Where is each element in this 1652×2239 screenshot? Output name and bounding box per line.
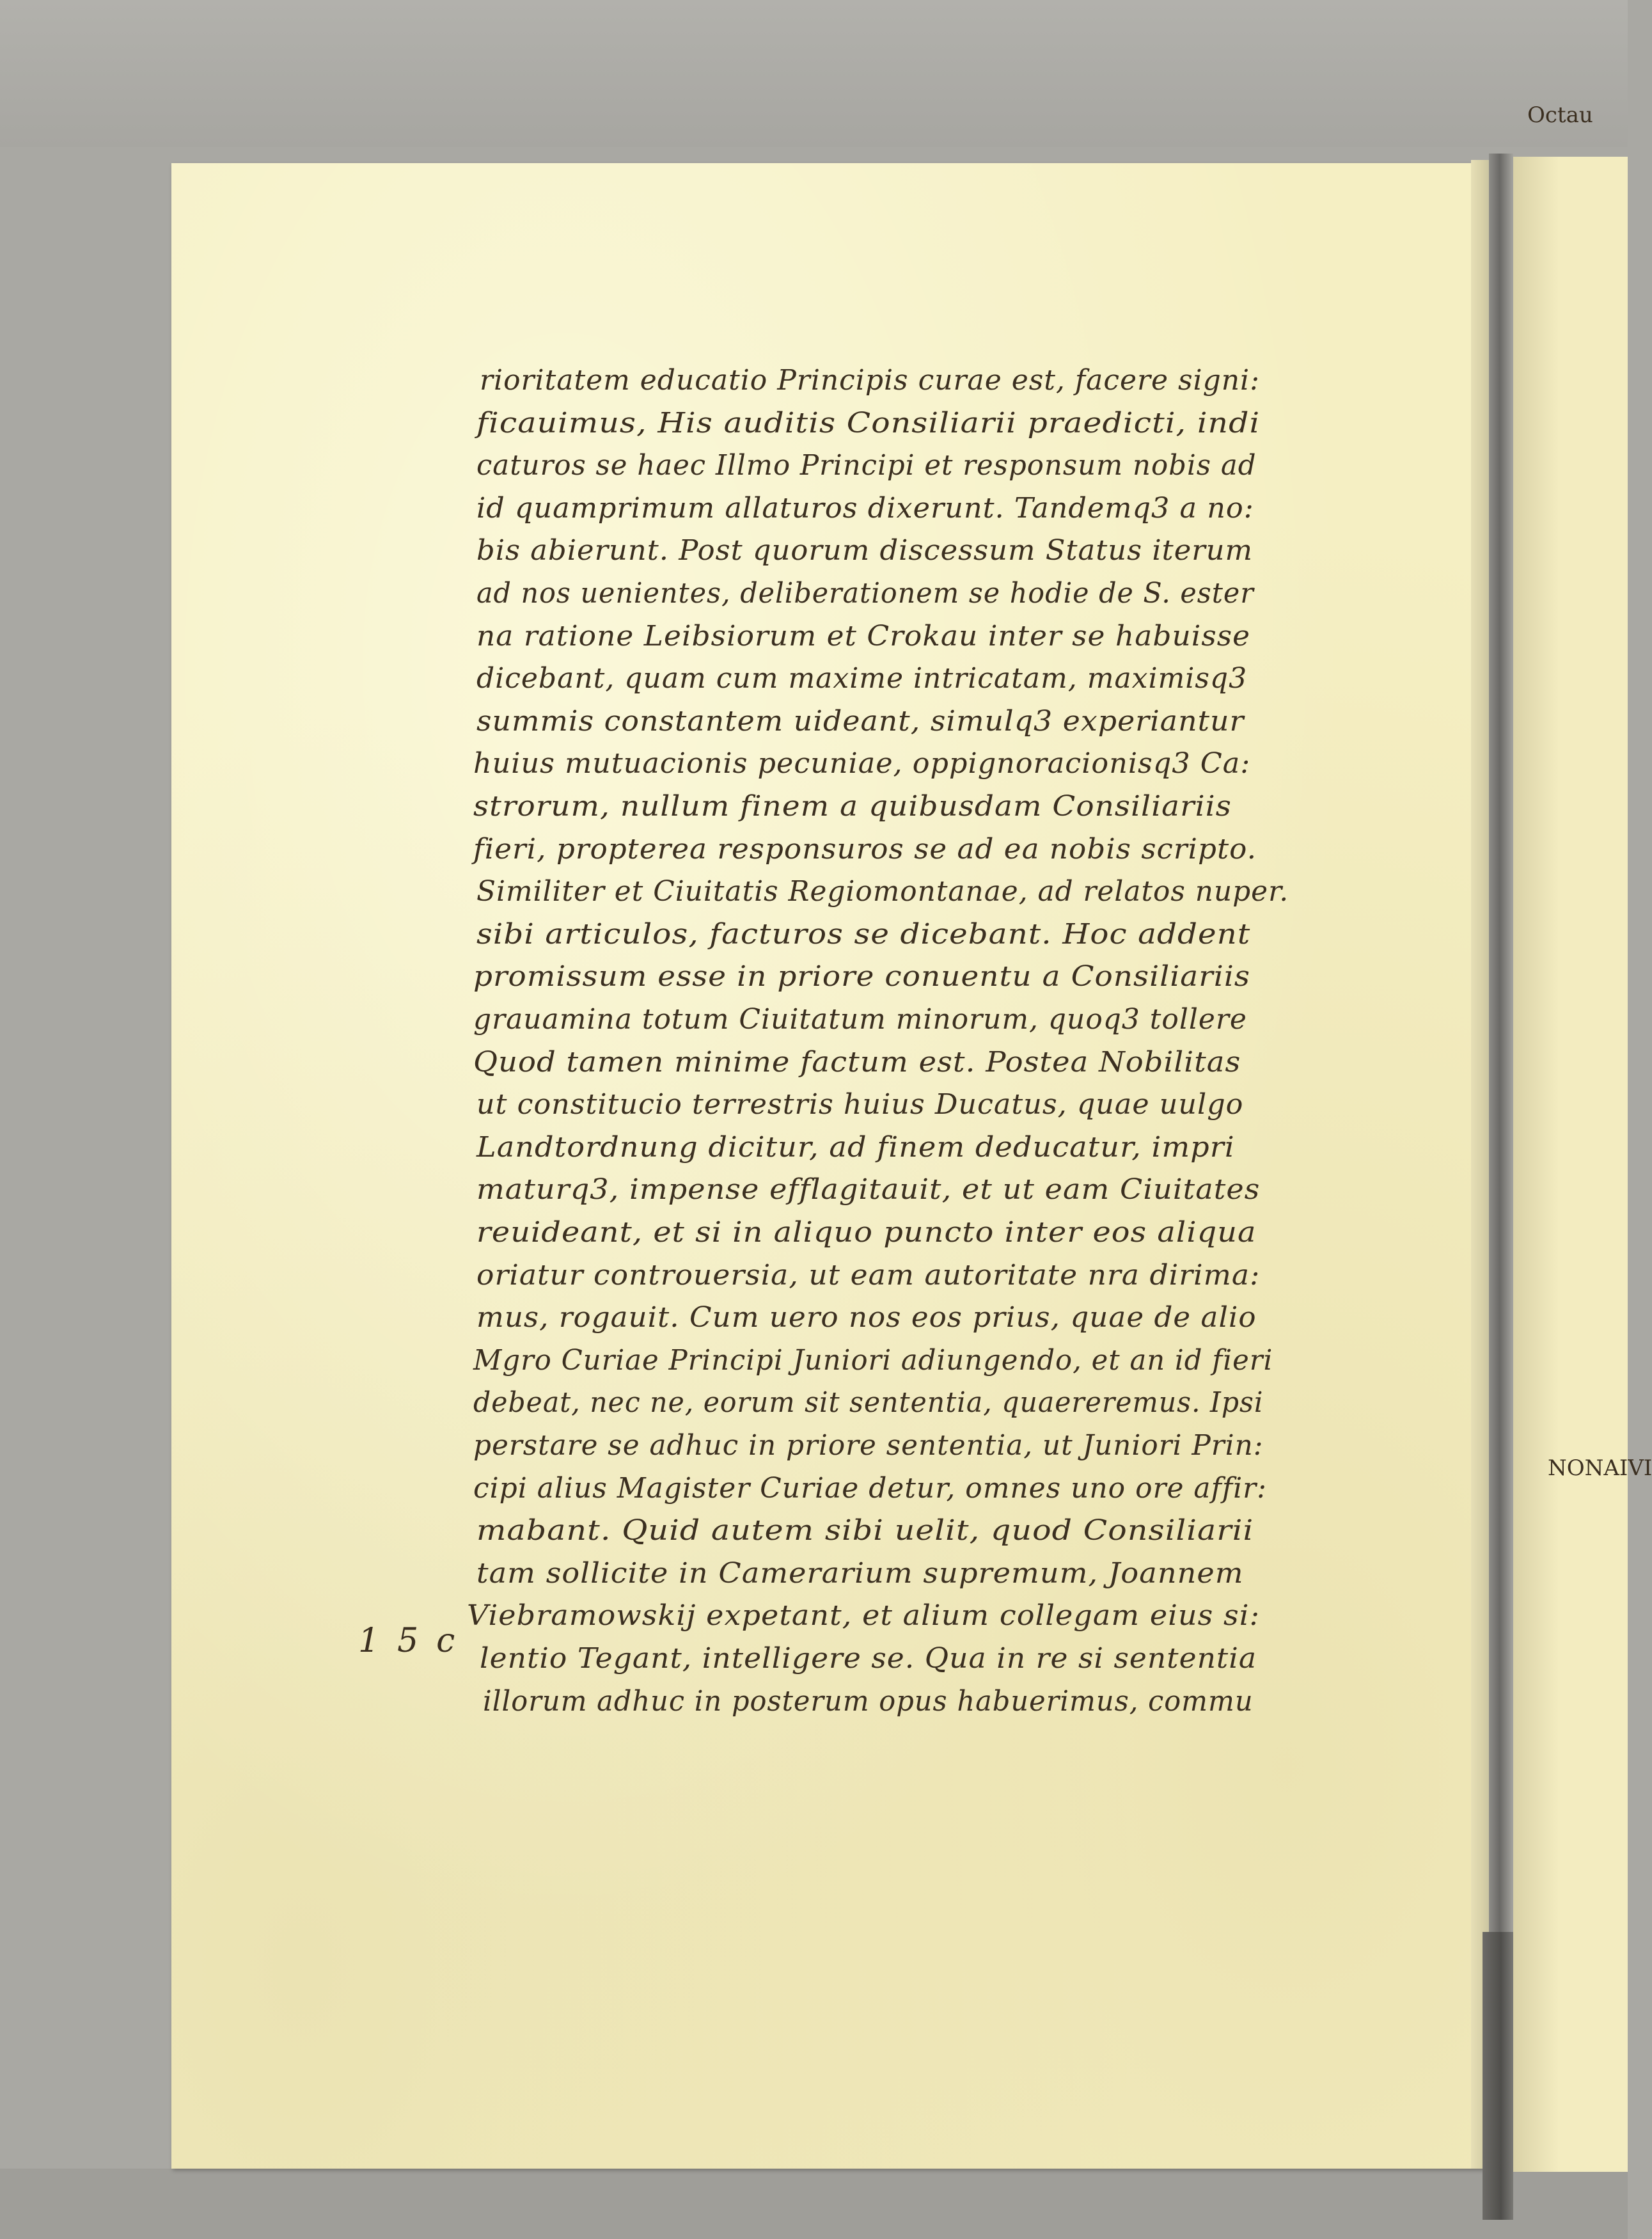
facing-page-note-top: Octau [1527, 102, 1593, 128]
facing-page-note-bottom: NONAIVI [1548, 1455, 1652, 1481]
manuscript-line: maturq3, impense efflagitauit, et ut eam Ciuitates [476, 1173, 1261, 1207]
manuscript-line: sibi articulos, facturos se dicebant. Hoc addent [476, 917, 1251, 951]
manuscript-line: oriatur controuersia, ut eam autoritate nra dirima: [476, 1258, 1261, 1292]
margin-letter: c [436, 1622, 473, 1660]
manuscript-line: huius mutuacionis pecuniae, oppignoracionisq3 Ca: [473, 747, 1251, 780]
manuscript-line: lentio Tegant, intelligere se. Qua in re si sententia [480, 1642, 1257, 1675]
manuscript-line: strorum, nullum finem a quibusdam Consiliariis [473, 790, 1232, 823]
manuscript-line: Viebramowskij expetant, et alium collegam eius si: [467, 1599, 1261, 1633]
manuscript-line: caturos se haec Illmo Principi et responsum nobis ad [476, 449, 1257, 482]
manuscript-line: bis abierunt. Post quorum discessum Status iterum [476, 534, 1254, 567]
manuscript-line: Similiter et Ciuitatis Regiomontanae, ad relatos nuper. [476, 875, 1289, 908]
manuscript-line: fieri, propterea responsuros se ad ea nobis scripto. [473, 832, 1257, 866]
manuscript-line: debeat, nec ne, eorum sit sententia, quaereremus. Ipsi [473, 1386, 1264, 1420]
manuscript-line: tam sollicite in Camerarium supremum, Joannem [476, 1556, 1244, 1590]
manuscript-line: illorum adhuc in posterum opus habuerimus, commu [483, 1684, 1254, 1718]
scan-background-bottom [0, 2169, 1628, 2239]
manuscript-line: dicebant, quam cum maxime intricatam, maximisq3 [476, 662, 1248, 695]
manuscript-line: ut constitucio terrestris huius Ducatus, quae uulgo [476, 1088, 1244, 1121]
facing-page [1513, 157, 1628, 2172]
manuscript-line: rioritatem educatio Principis curae est, facere signi: [480, 364, 1260, 397]
manuscript-line: Quod tamen minime factum est. Postea Nobilitas [473, 1045, 1241, 1079]
book-gutter [1489, 154, 1513, 2175]
spine-shadow [1483, 1932, 1513, 2220]
manuscript-line: Mgro Curiae Principi Juniori adiungendo, et an id fieri [473, 1343, 1273, 1377]
manuscript-line: ficauimus, His auditis Consiliarii praedicti, indi [476, 406, 1261, 439]
manuscript-line: grauamina totum Ciuitatum minorum, quoq3 tollere [473, 1003, 1247, 1036]
page-fore-edge [1471, 160, 1490, 2169]
manuscript-line: summis constantem uideant, simulq3 experiantur [476, 704, 1245, 738]
margin-annotation [358, 1622, 473, 1660]
margin-number: 15 [358, 1622, 437, 1660]
manuscript-line: na ratione Leibsiorum et Crokau inter se habuisse [476, 619, 1251, 653]
manuscript-line: reuideant, et si in aliquo puncto inter eos aliqua [476, 1216, 1257, 1249]
manuscript-line: id quamprimum allaturos dixerunt. Tandemq3 a no: [476, 491, 1254, 525]
scan-background-top [0, 0, 1628, 147]
manuscript-line: promissum esse in priore conuentu a Consiliariis [473, 960, 1250, 993]
manuscript-line: ad nos uenientes, deliberationem se hodie de S. ester [476, 577, 1254, 610]
manuscript-line: cipi alius Magister Curiae detur, omnes uno ore affir: [473, 1471, 1267, 1505]
manuscript-line: perstare se adhuc in priore sententia, ut Juniori Prin: [473, 1429, 1264, 1462]
manuscript-line: mus, rogauit. Cum uero nos eos prius, quae de alio [476, 1301, 1257, 1334]
manuscript-line: Landtordnung dicitur, ad finem deducatur, impri [476, 1130, 1235, 1164]
manuscript-line: mabant. Quid autem sibi uelit, quod Consiliarii [476, 1514, 1254, 1547]
